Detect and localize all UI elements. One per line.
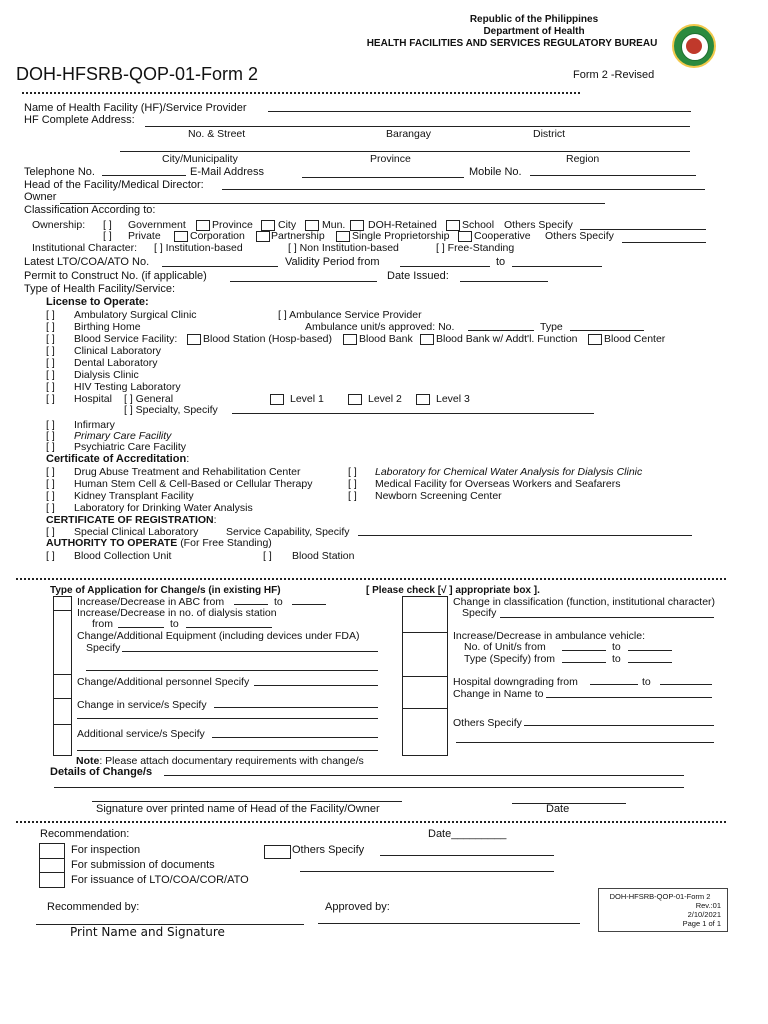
recommendation-others-checkbox[interactable] <box>264 845 291 859</box>
change-service-field[interactable] <box>214 707 378 708</box>
change-abc-to: to <box>274 596 283 608</box>
checkbox-blood-center[interactable] <box>588 334 602 345</box>
change-dialysis: Increase/Decrease in no. of dialysis station <box>77 607 277 619</box>
email-field[interactable] <box>302 177 464 178</box>
change-personnel: Change/Additional personnel Specify <box>77 676 250 688</box>
changes-box-left-div-3 <box>53 698 71 699</box>
validity-label: Validity Period from <box>285 256 380 268</box>
ownership-coop: Cooperative <box>474 230 531 242</box>
authority-bracket-2[interactable]: [ ] <box>263 550 272 562</box>
stamp-date: 2/10/2021 <box>687 910 721 919</box>
change-units: No. of Unit/s from <box>464 641 546 653</box>
checkbox-partnership[interactable] <box>256 231 270 242</box>
changes-box-left-div-1 <box>53 610 71 611</box>
accreditation-right-1: Medical Facility for Overseas Workers and Seafarers <box>375 478 621 490</box>
checkbox-corporation[interactable] <box>174 231 188 242</box>
ownership-partnership: Partnership <box>271 230 325 242</box>
change-name-field[interactable] <box>546 697 712 698</box>
change-units-from-field[interactable] <box>562 650 606 651</box>
email-label: E-Mail Address <box>190 166 264 178</box>
accreditation-bracket-r0[interactable]: [ ] <box>348 466 357 478</box>
owner-label: Owner <box>24 191 57 203</box>
signature-date-label: Date <box>546 803 570 815</box>
changes-heading: Type of Application for Change/s (in existing HF) <box>50 585 281 596</box>
change-name: Change in Name to <box>453 688 544 700</box>
recommendation-issuance: For issuance of LTO/COA/COR/ATO <box>71 874 249 886</box>
ambulance-units-field[interactable] <box>468 330 534 331</box>
changes-box-left[interactable] <box>53 596 72 756</box>
recommendation-others: Others Specify <box>292 844 365 856</box>
license-item-5: Dialysis Clinic <box>74 369 139 381</box>
ownership-mun: Mun. <box>322 219 346 231</box>
ownership-province: Province <box>212 219 253 231</box>
license-bracket-2[interactable]: [ ] <box>46 333 55 345</box>
change-abc: Increase/Decrease in ABC from <box>77 596 225 608</box>
recommendation-submission: For submission of documents <box>71 859 215 871</box>
ownership-school: School <box>462 219 495 231</box>
institution-based[interactable]: [ ] Institution-based <box>154 242 243 254</box>
blood-bank-addtl-label: Blood Bank w/ Addt'l. Function <box>436 333 578 345</box>
change-abc-from-field[interactable] <box>234 604 268 605</box>
recommendation-date-field[interactable]: _________ <box>451 828 507 840</box>
change-others: Others Specify <box>453 717 522 729</box>
recommendation-date-label: Date <box>428 828 452 840</box>
checkbox-level-3[interactable] <box>416 394 430 405</box>
specialty-field[interactable] <box>232 413 594 414</box>
recommendation-box-div-1 <box>39 858 64 859</box>
change-dialysis-from-field[interactable] <box>118 627 164 628</box>
license-item-3: Clinical Laboratory <box>74 345 161 357</box>
change-equipment-field-2[interactable] <box>86 670 378 671</box>
license-item-0: Ambulatory Surgical Clinic <box>74 309 197 321</box>
form-title: DOH-HFSRB-QOP-01-Form 2 <box>16 64 259 84</box>
change-classification-field[interactable] <box>500 617 714 618</box>
registration-heading-text: CERTIFICATE OF REGISTRATION <box>46 514 214 526</box>
city-label: City/Municipality <box>162 153 238 165</box>
section-divider-2 <box>16 821 726 823</box>
accreditation-left-2: Kidney Transplant Facility <box>74 490 194 502</box>
head-label: Head of the Facility/Medical Director: <box>24 179 204 191</box>
ownership-single: Single Proprietorship <box>352 230 450 242</box>
changes-details-field-2[interactable] <box>54 787 684 788</box>
date-issued-label: Date Issued: <box>387 270 449 282</box>
changes-box-left-div-4 <box>53 724 71 725</box>
ownership-others-2-field[interactable] <box>622 242 706 243</box>
form-stamp <box>598 888 728 932</box>
registration-heading <box>46 514 217 526</box>
change-dialysis-to-field[interactable] <box>186 627 272 628</box>
district-label: District <box>533 128 566 140</box>
approved-by-line[interactable] <box>318 923 580 924</box>
accreditation-colon: : <box>186 453 190 465</box>
signature-label: Signature over printed name of Head of the Facility/Owner <box>96 803 380 815</box>
change-downgrading-to: to <box>642 676 651 688</box>
license-item-1: Birthing Home <box>74 321 141 333</box>
form-revised: Form 2 -Revised <box>573 69 655 81</box>
license-bracket-8[interactable]: [ ] <box>46 419 55 431</box>
license-item-10: Psychiatric Care Facility <box>74 441 187 453</box>
license-bracket-10[interactable]: [ ] <box>46 441 55 453</box>
ownership-bracket[interactable]: [ ] <box>103 219 112 231</box>
authority-heading-text: AUTHORITY TO OPERATE <box>46 537 178 549</box>
checkbox-level-1[interactable] <box>270 394 284 405</box>
date-issued-field[interactable] <box>460 281 548 282</box>
license-item-7: Hospital <box>74 393 112 405</box>
change-service-field-2[interactable] <box>77 718 378 719</box>
checkbox-single[interactable] <box>336 231 350 242</box>
accreditation-bracket-3[interactable]: [ ] <box>46 502 55 514</box>
change-additional: Additional service/s Specify <box>77 728 205 740</box>
license-bracket-0[interactable]: [ ] <box>46 309 55 321</box>
changes-box-left-div-2 <box>53 674 71 675</box>
checkbox-blood-station[interactable] <box>187 334 201 345</box>
changes-note-label: Note <box>76 755 100 767</box>
change-classification: Change in classification (function, institutional character) <box>453 596 716 608</box>
change-equipment-field-1[interactable] <box>122 651 378 652</box>
change-downgrading-from-field[interactable] <box>590 684 638 685</box>
change-units-to-field[interactable] <box>628 650 672 651</box>
signature-line[interactable] <box>92 801 402 802</box>
facility-name-field[interactable] <box>268 111 691 112</box>
recommendation-inspection: For inspection <box>71 844 141 856</box>
hospital-specialty[interactable]: [ ] Specialty, Specify <box>124 404 218 416</box>
registration-service: Service Capability, Specify <box>226 526 350 538</box>
validity-to-field[interactable] <box>512 266 602 267</box>
barangay-label: Barangay <box>386 128 431 140</box>
accreditation-bracket-0[interactable]: [ ] <box>46 466 55 478</box>
address-field-2[interactable] <box>120 151 690 152</box>
change-type-from-field[interactable] <box>562 662 606 663</box>
validity-to-label: to <box>496 256 506 268</box>
change-others-field[interactable] <box>524 725 714 726</box>
permit-field[interactable] <box>230 281 377 282</box>
license-bracket-5[interactable]: [ ] <box>46 369 55 381</box>
change-others-field-2[interactable] <box>456 742 714 743</box>
license-item-6: HIV Testing Laboratory <box>74 381 181 393</box>
registration-colon: : <box>213 514 217 526</box>
changes-box-right-div-3 <box>402 708 447 709</box>
recommendation-date <box>428 828 506 841</box>
recommendation-others-field-2[interactable] <box>300 871 554 872</box>
accreditation-left-1: Human Stem Cell & Cell-Based or Cellular Therapy <box>74 478 313 490</box>
change-additional-field-2[interactable] <box>77 750 378 751</box>
ambulance-type-field[interactable] <box>570 330 644 331</box>
change-service: Change in service/s Specify <box>77 699 207 711</box>
ownership-bracket-2[interactable]: [ ] <box>103 230 112 242</box>
authority-collection: Blood Collection Unit <box>74 550 172 562</box>
level-1-label: Level 1 <box>290 393 324 405</box>
type-hf-label: Type of Health Facility/Service: <box>24 283 176 295</box>
ambulance-type-label: Type <box>540 321 563 333</box>
registration-item: Special Clinical Laboratory <box>74 526 199 538</box>
accreditation-left-0: Drug Abuse Treatment and Rehabilitation Center <box>74 466 301 478</box>
license-item-2: Blood Service Facility: <box>74 333 178 345</box>
province-label: Province <box>370 153 411 165</box>
authority-bracket-1[interactable]: [ ] <box>46 550 55 562</box>
lto-field[interactable] <box>162 266 278 267</box>
authority-note: (For Free Standing) <box>180 537 272 549</box>
license-bracket-3[interactable]: [ ] <box>46 345 55 357</box>
authority-station: Blood Station <box>292 550 355 562</box>
blood-bank-label: Blood Bank <box>359 333 413 345</box>
header-republic: Republic of the Philippines <box>469 14 599 25</box>
blood-station-label: Blood Station (Hosp-based) <box>203 333 332 345</box>
authority-heading <box>46 537 272 549</box>
stamp-page: Page 1 of 1 <box>682 919 721 928</box>
doh-seal-icon <box>672 24 716 68</box>
license-item-4: Dental Laboratory <box>74 357 158 369</box>
ownership-label: Ownership: <box>32 219 86 231</box>
license-item-8: Infirmary <box>74 419 115 431</box>
stamp-code: DOH-HFSRB-QOP-01-Form 2 <box>609 892 711 901</box>
changes-box-right-div-2 <box>402 676 447 677</box>
change-ambulance: Increase/Decrease in ambulance vehicle: <box>453 630 646 642</box>
change-dialysis-from: from <box>92 618 113 630</box>
address-field-1[interactable] <box>145 126 690 127</box>
changes-check-note: [ Please check [√ ] appropriate box ]. <box>366 585 540 596</box>
recommendation-box[interactable] <box>39 843 65 888</box>
ownership-city: City <box>278 219 297 231</box>
accreditation-right-0: Laboratory for Chemical Water Analysis for Dialysis Clinic <box>375 466 643 478</box>
license-bracket-6[interactable]: [ ] <box>46 381 55 393</box>
ambulance-provider[interactable]: [ ] Ambulance Service Provider <box>278 309 422 321</box>
ownership-doh: DOH-Retained <box>368 219 437 231</box>
ambulance-units-label: Ambulance unit/s approved: No. <box>305 321 455 333</box>
ownership-government: Government <box>128 219 186 231</box>
free-standing[interactable]: [ ] Free-Standing <box>436 242 515 254</box>
change-dialysis-to: to <box>170 618 179 630</box>
change-downgrading-to-field[interactable] <box>660 684 712 685</box>
telephone-field[interactable] <box>102 175 186 176</box>
change-equipment: Change/Additional Equipment (including devices under FDA) <box>77 630 360 642</box>
ownership-private: Private <box>128 230 161 242</box>
recommendation-others-field-1[interactable] <box>380 855 554 856</box>
change-type-to: to <box>612 653 621 665</box>
accreditation-bracket-r2[interactable]: [ ] <box>348 490 357 502</box>
no-street-label: No. & Street <box>188 128 246 140</box>
change-type-to-field[interactable] <box>628 662 672 663</box>
change-units-to: to <box>612 641 621 653</box>
license-bracket-7[interactable]: [ ] <box>46 393 55 405</box>
recommendation-label: Recommendation: <box>40 828 130 840</box>
change-classification-specify: Specify <box>462 607 497 619</box>
region-label: Region <box>566 153 600 165</box>
ownership-others: Others Specify <box>504 219 573 231</box>
telephone-label: Telephone No. <box>24 166 95 178</box>
ownership-others-2: Others Specify <box>545 230 614 242</box>
accreditation-bracket-r1[interactable]: [ ] <box>348 478 357 490</box>
changes-details-field-1[interactable] <box>164 775 684 776</box>
level-3-label: Level 3 <box>436 393 470 405</box>
recommendation-box-div-2 <box>39 872 64 873</box>
change-downgrading: Hospital downgrading from <box>453 676 578 688</box>
ownership-corporation: Corporation <box>190 230 245 242</box>
changes-details-label: Details of Change/s <box>50 766 153 778</box>
section-divider-1 <box>16 578 726 580</box>
approved-by-label: Approved by: <box>325 901 390 913</box>
change-abc-to-field[interactable] <box>292 604 326 605</box>
validity-from-field[interactable] <box>400 266 490 267</box>
license-bracket-1[interactable]: [ ] <box>46 321 55 333</box>
changes-box-right-div-1 <box>402 632 447 633</box>
accreditation-heading-text: Certificate of Accreditation <box>46 453 187 465</box>
head-field[interactable] <box>222 189 705 190</box>
hospital-general[interactable]: [ ] General <box>124 393 174 405</box>
stamp-rev: Rev.:01 <box>695 901 721 910</box>
accreditation-bracket-1[interactable]: [ ] <box>46 478 55 490</box>
changes-note-text: : Please attach documentary requirements with change/s <box>99 755 364 767</box>
address-label: HF Complete Address: <box>24 114 135 126</box>
license-bracket-9[interactable]: [ ] <box>46 430 55 442</box>
license-bracket-4[interactable]: [ ] <box>46 357 55 369</box>
registration-bracket[interactable]: [ ] <box>46 526 55 538</box>
license-heading: License to Operate: <box>46 296 149 308</box>
accreditation-right-2: Newborn Screening Center <box>375 490 502 502</box>
facility-name-label: Name of Health Facility (HF)/Service Provider <box>24 102 247 114</box>
change-personnel-field[interactable] <box>254 685 378 686</box>
checkbox-coop[interactable] <box>458 231 472 242</box>
change-type: Type (Specify) from <box>464 653 556 665</box>
permit-label: Permit to Construct No. (if applicable) <box>24 270 207 282</box>
print-name-label: Print Name and Signature <box>70 925 225 939</box>
accreditation-heading <box>46 453 189 466</box>
institutional-label: Institutional Character: <box>32 242 138 254</box>
header-department: Department of Health <box>483 26 585 37</box>
mobile-label: Mobile No. <box>469 166 522 178</box>
mobile-field[interactable] <box>530 175 696 176</box>
classification-label: Classification According to: <box>24 204 156 216</box>
header-divider <box>22 92 580 94</box>
non-institution-based[interactable]: [ ] Non Institution-based <box>288 242 399 254</box>
lto-label: Latest LTO/COA/ATO No. <box>24 256 150 268</box>
recommended-by-label: Recommended by: <box>47 901 140 913</box>
change-additional-field[interactable] <box>212 737 378 738</box>
registration-service-field[interactable] <box>358 535 692 536</box>
change-equipment-specify: Specify <box>86 642 121 654</box>
blood-center-label: Blood Center <box>604 333 666 345</box>
license-item-9: Primary Care Facility <box>74 430 172 442</box>
checkbox-blood-bank-addtl[interactable] <box>420 334 434 345</box>
level-2-label: Level 2 <box>368 393 402 405</box>
checkbox-blood-bank[interactable] <box>343 334 357 345</box>
header-bureau: HEALTH FACILITIES AND SERVICES REGULATORY BUREAU <box>366 38 658 49</box>
accreditation-left-3: Laboratory for Drinking Water Analysis <box>74 502 253 514</box>
accreditation-bracket-2[interactable]: [ ] <box>46 490 55 502</box>
checkbox-level-2[interactable] <box>348 394 362 405</box>
